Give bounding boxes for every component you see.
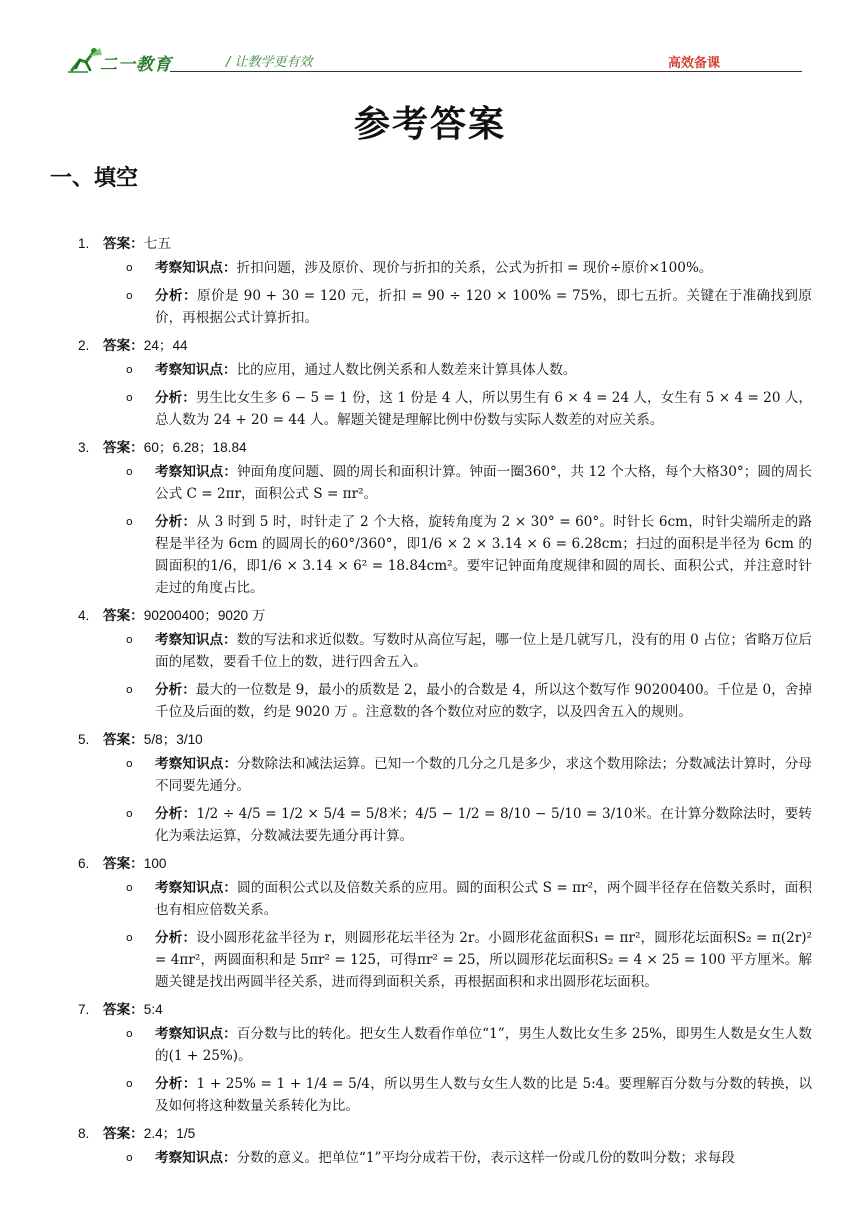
bullet-icon: o	[126, 391, 133, 404]
sub-point-label: 分析：	[155, 390, 196, 406]
sub-point-text: 比的应用，通过人数比例关系和人数差来计算具体人数。	[236, 362, 577, 378]
sub-point	[78, 257, 812, 279]
sub-point	[78, 1073, 812, 1117]
sub-point-text: 钟面角度问题、圆的周长和面积计算。钟面一圈360°，共 12 个大格，每个大格30°；圆的周长公式 C = 2πr，面积公式 S = πr²。	[155, 464, 812, 502]
sub-point-text: 分数的意义。把单位“1”平均分成若干份，表示这样一份或几份的数叫分数；求每段	[236, 1150, 735, 1166]
bullet-icon: o	[126, 633, 133, 646]
answer-list	[78, 233, 812, 1175]
sub-point-label: 考察知识点：	[155, 1026, 237, 1042]
sub-point-label: 考察知识点：	[155, 632, 237, 648]
sub-point-label: 考察知识点：	[155, 464, 238, 480]
item-number: 6.	[78, 856, 90, 871]
sub-point	[78, 629, 812, 673]
sub-point	[78, 753, 812, 797]
sub-point	[78, 679, 812, 723]
sub-point-text: 圆的面积公式以及倍数关系的应用。圆的面积公式 S = πr²，两个圆半径存在倍数关系时，面积也有相应倍数关系。	[155, 880, 813, 918]
sub-point	[78, 387, 812, 431]
sub-point-text: 原价是 90 + 30 = 120 元，折扣 = 90 ÷ 120 × 100% = 75%，即七五折。关键在于准确找到原价，再根据公式计算折扣。	[155, 288, 813, 326]
answer-value: 24；44	[143, 338, 188, 353]
sub-point-text: 最大的一位数是 9，最小的质数是 2，最小的合数是 4，所以这个数写作 90200400。千位是 0，舍掉千位及后面的数，约是 9020 万 。注意数的各个数位对应的数字，以及四舍五入的规则。	[155, 682, 812, 720]
item-number: 5.	[78, 732, 90, 747]
sub-point-text: 1/2 ÷ 4/5 = 1/2 × 5/4 = 5/8米；4/5 − 1/2 = 8/10 − 5/10 = 3/10米。在计算分数除法时，要转化为乘法运算，分数减法要先通分再计算。	[155, 806, 813, 844]
page-header	[62, 44, 802, 74]
header-rule	[170, 71, 802, 72]
answer-value: 5:4	[143, 1002, 163, 1017]
sub-point-text: 1 + 25% = 1 + 1/4 = 5/4，所以男生人数与女生人数的比是 5:4。要理解百分数与分数的转换，以及如何将这种数量关系转化为比。	[155, 1076, 813, 1114]
sub-point-label: 分析：	[155, 682, 196, 698]
header-slogan: / 让教学更有效	[226, 55, 313, 70]
answer-value: 2.4；1/5	[143, 1126, 196, 1141]
answer-label: 答案：	[103, 1002, 144, 1018]
list-item	[78, 335, 812, 431]
sub-point-label: 考察知识点：	[155, 1150, 237, 1166]
answer-label: 答案：	[103, 1126, 144, 1142]
list-item	[78, 233, 812, 329]
answer-label: 答案：	[103, 732, 144, 748]
bullet-icon: o	[126, 289, 133, 302]
bullet-icon: o	[126, 807, 133, 820]
answer-line	[78, 233, 812, 255]
bullet-icon: o	[126, 757, 133, 770]
sub-point-label: 分析：	[155, 514, 197, 530]
bullet-icon: o	[126, 1077, 133, 1090]
sub-point-text: 折扣问题，涉及原价、现价与折扣的关系，公式为折扣 = 现价÷原价×100%。	[236, 260, 713, 276]
item-number: 1.	[78, 236, 90, 251]
answer-line	[78, 335, 812, 357]
section-heading: 一、填空	[50, 165, 139, 191]
item-number: 8.	[78, 1126, 90, 1141]
answer-line	[78, 437, 812, 459]
answer-line	[78, 605, 812, 627]
list-item	[78, 999, 812, 1117]
sub-point	[78, 285, 812, 329]
sub-point-label: 考察知识点：	[155, 362, 237, 378]
sub-point-label: 分析：	[155, 930, 197, 946]
sub-point-label: 考察知识点：	[155, 756, 238, 772]
sub-point-label: 分析：	[155, 1076, 197, 1092]
item-number: 2.	[78, 338, 90, 353]
sub-point	[78, 1147, 812, 1169]
sub-point-text: 男生比女生多 6 − 5 = 1 份，这 1 份是 4 人，所以男生有 6 × 4 = 24 人，女生有 5 × 4 = 20 人，总人数为 24 + 20 = 44 人。解题关键是理解比例中份数与实际人数差的对应关系。	[155, 390, 813, 428]
answer-value: 七五	[143, 236, 171, 251]
answer-line	[78, 729, 812, 751]
list-item	[78, 437, 812, 599]
answer-line	[78, 1123, 812, 1145]
item-number: 4.	[78, 608, 90, 623]
item-number: 7.	[78, 1002, 90, 1017]
sub-point-text: 从 3 时到 5 时，时针走了 2 个大格，旋转角度为 2 × 30° = 60°。时针长 6cm，时针尖端所走的路程是半径为 6cm 的圆周长的60°/360°，即1/6 × 2 × 3.14 × 6 = 6.28cm；扫过的面积是半径为 6cm 的圆面积的1/6，即1/6 × 3.14 × 6² = 18.84cm²。要牢记钟面角度规律和圆的周长、面积公式，并注意时针走过的角度占比。	[155, 514, 812, 596]
answer-value: 5/8；3/10	[143, 732, 203, 747]
sub-point	[78, 927, 812, 993]
bullet-icon: o	[126, 515, 133, 528]
list-item	[78, 605, 812, 723]
sub-point-label: 分析：	[155, 806, 197, 822]
bullet-icon: o	[126, 683, 133, 696]
answer-label: 答案：	[103, 338, 144, 354]
answer-label: 答案：	[103, 608, 144, 624]
page-title: 参考答案	[353, 103, 506, 145]
answer-line	[78, 999, 812, 1021]
answer-value: 90200400；9020 万	[143, 608, 266, 623]
sub-point-text: 设小圆形花盆半径为 r，则圆形花坛半径为 2r。小圆形花盆面积S₁ = πr²，圆形花坛面积S₂ = π(2r)² = 4πr²，两圆面积和是 5πr² = 125，可得πr² = 25，所以圆形花坛面积S₂ = 4 × 25 = 100 平方厘米。解题关键是找出两圆半径关系，进而得到面积关系，再根据面积和求出圆形花坛面积。	[155, 930, 812, 990]
header-tag: 高效备课	[668, 56, 721, 71]
item-number: 3.	[78, 440, 90, 455]
bullet-icon: o	[126, 465, 133, 478]
list-item	[78, 1123, 812, 1169]
answer-label: 答案：	[103, 856, 144, 872]
sub-point	[78, 461, 812, 505]
sub-point-label: 考察知识点：	[155, 260, 237, 276]
answer-value: 60；6.28；18.84	[143, 440, 247, 455]
sub-point	[78, 877, 812, 921]
bullet-icon: o	[126, 931, 133, 944]
sub-point-label: 考察知识点：	[155, 880, 238, 896]
bullet-icon: o	[126, 1151, 133, 1164]
sub-point	[78, 359, 812, 381]
sub-point-text: 百分数与比的转化。把女生人数看作单位“1”，男生人数比女生多 25%，即男生人数是女生人数的(1 + 25%)。	[155, 1026, 812, 1064]
logo-text: 二一教育	[100, 55, 172, 75]
bullet-icon: o	[126, 1027, 133, 1040]
bullet-icon: o	[126, 261, 133, 274]
list-item	[78, 729, 812, 847]
list-item	[78, 853, 812, 993]
sub-point-text: 分数除法和减法运算。已知一个数的几分之几是多少，求这个数用除法；分数减法计算时，分母不同要先通分。	[155, 756, 813, 794]
answer-label: 答案：	[103, 440, 144, 456]
bullet-icon: o	[126, 363, 133, 376]
sub-point	[78, 1023, 812, 1067]
sub-point-label: 分析：	[155, 288, 197, 304]
answer-value: 100	[143, 856, 167, 871]
bullet-icon: o	[126, 881, 133, 894]
sub-point	[78, 511, 812, 599]
sub-point-text: 数的写法和求近似数。写数时从高位写起，哪一位上是几就写几，没有的用 0 占位；省略万位后面的尾数，要看千位上的数，进行四舍五入。	[155, 632, 813, 670]
answer-label: 答案：	[103, 236, 144, 252]
sub-point	[78, 803, 812, 847]
answer-line	[78, 853, 812, 875]
